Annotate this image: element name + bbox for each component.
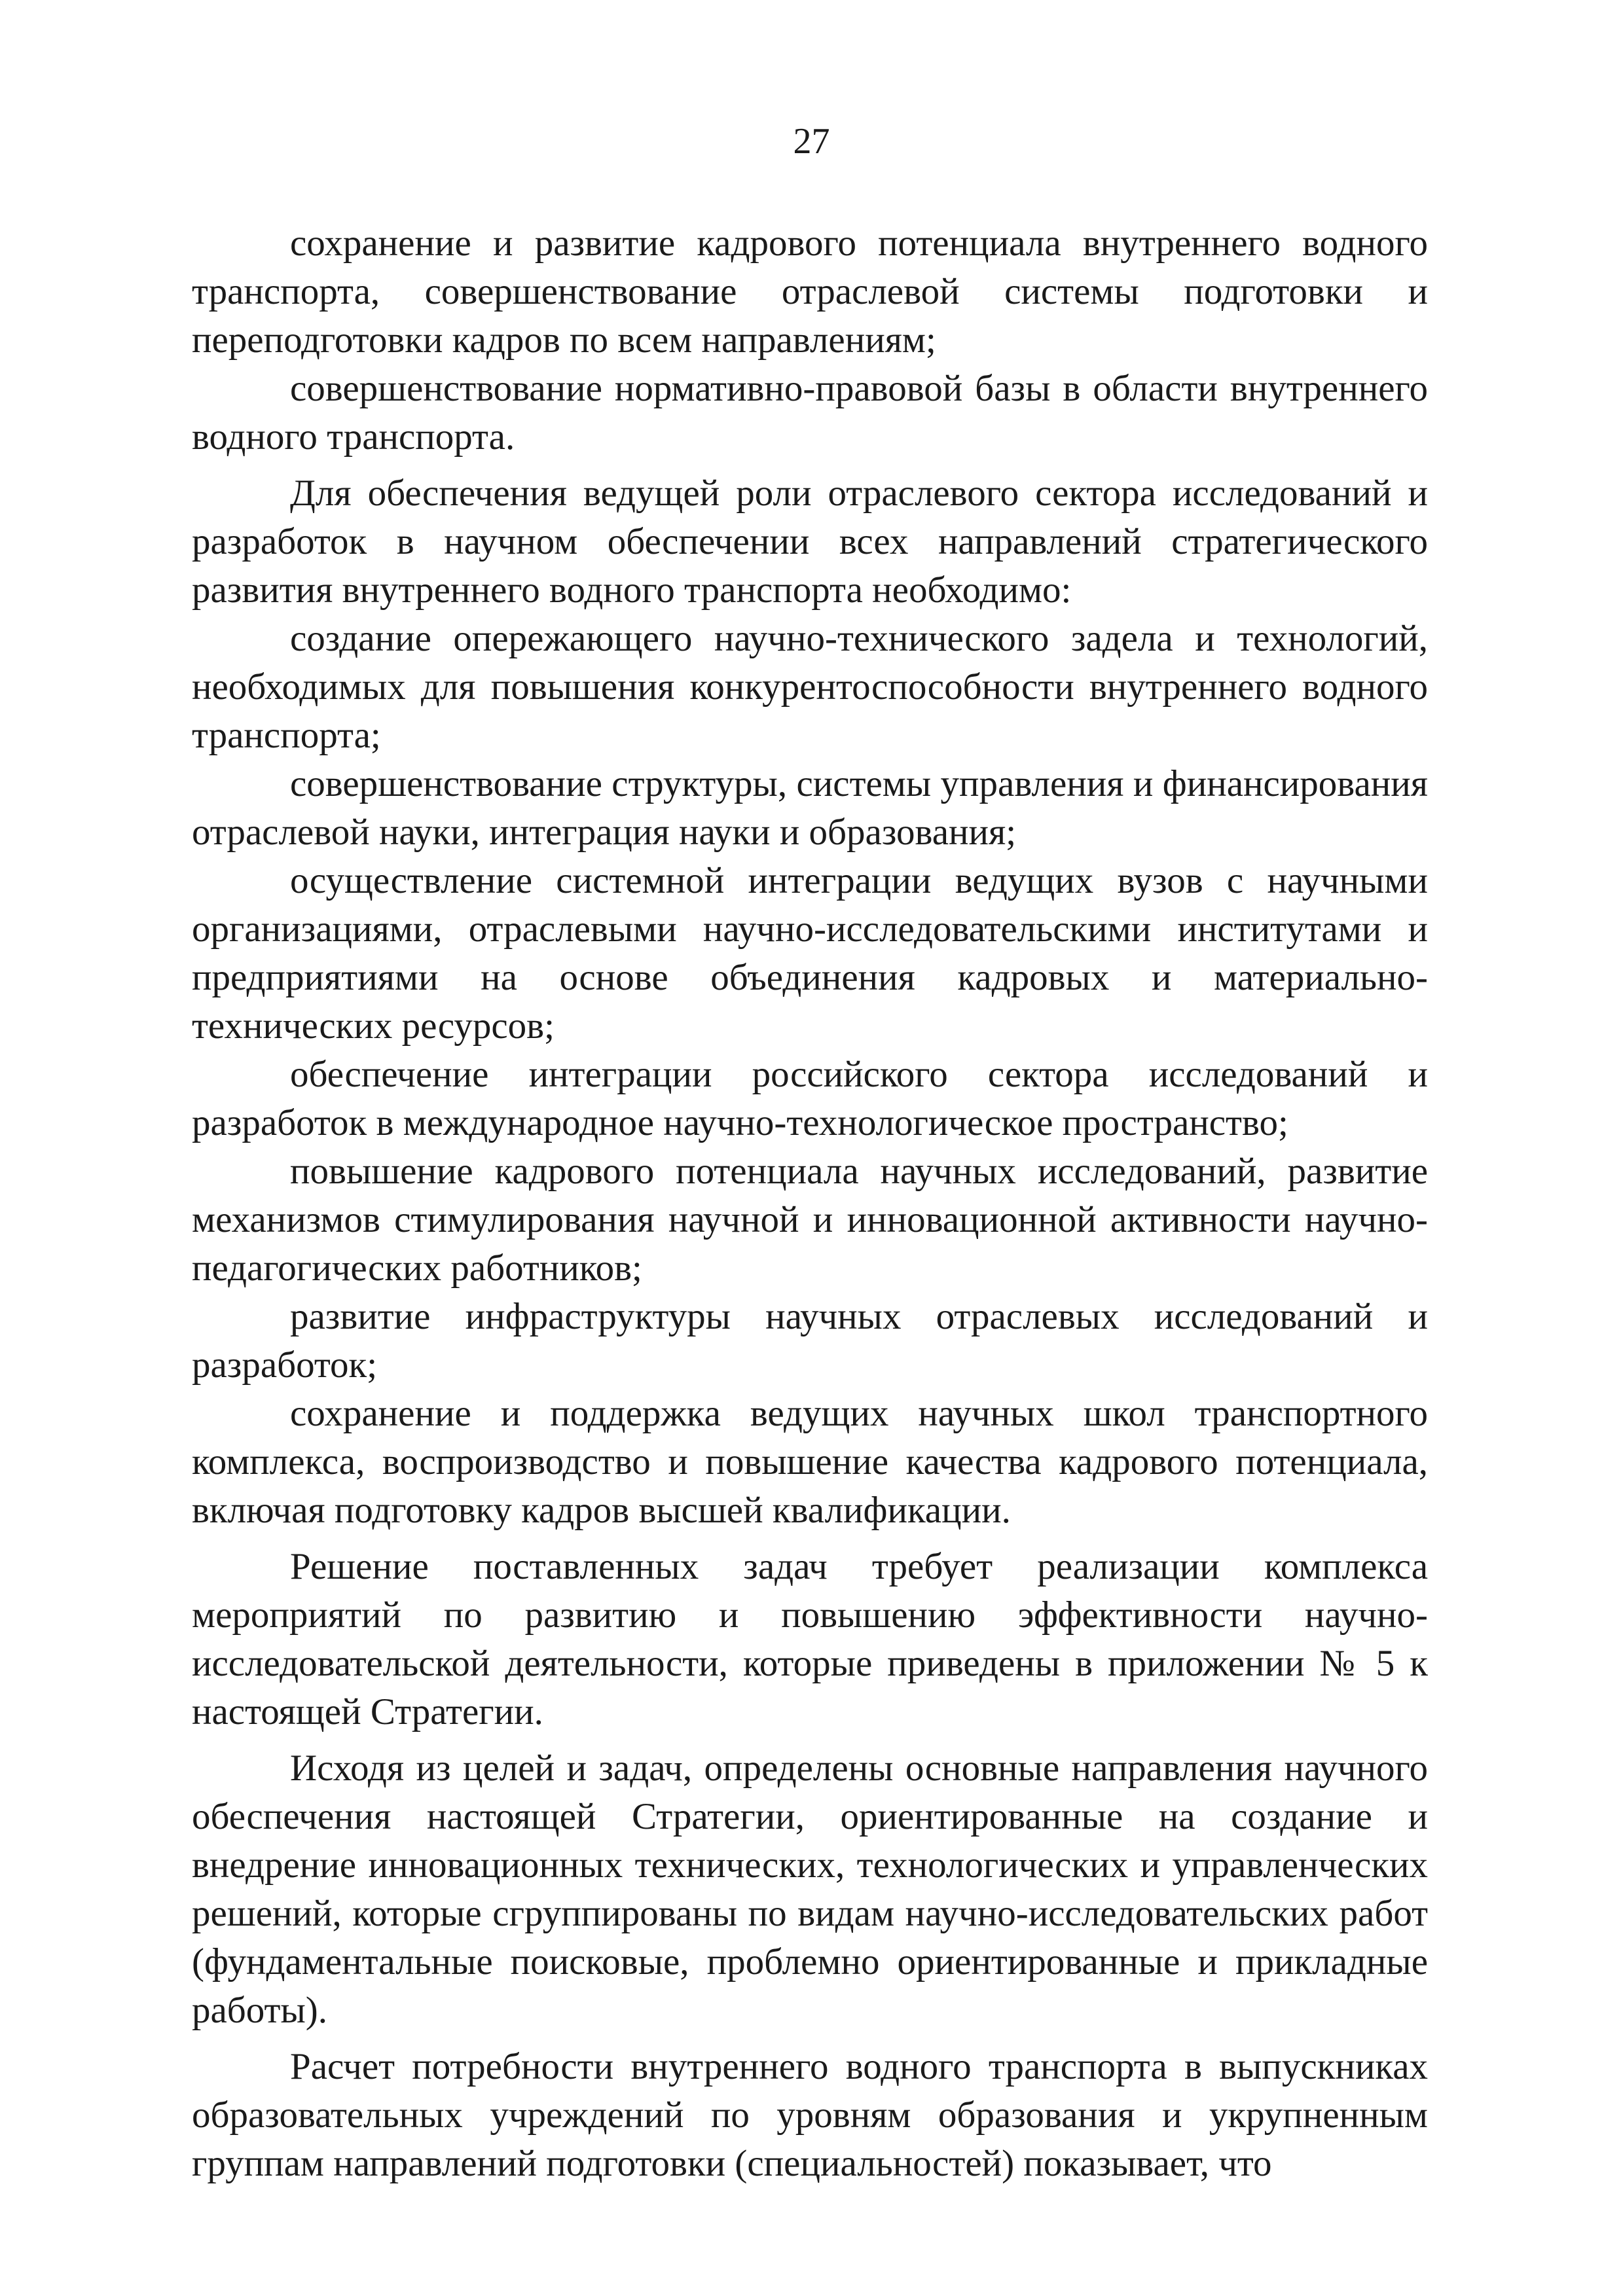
paragraph-10: сохранение и поддержка ведущих научных школ транспортного комплекса, воспроизводство и повышение качества кадрового потенциала, включая подготовку кадров высшей квалификации.: [192, 1393, 1428, 1531]
paragraph-3: Для обеспечения ведущей роли отраслевого сектора исследований и разработок в научном обеспечении всех направлений стратегического развития внутреннего водного транспорта необходимо:: [192, 473, 1428, 611]
paragraph-9: развитие инфраструктуры научных отраслевых исследований и разработок;: [192, 1296, 1428, 1386]
paragraph-12: Исходя из целей и задач, определены основные направления научного обеспечения настоящей Стратегии, ориентированные на создание и внедрение инновационных технических, технологических и управленческих решений, которые сгруппированы по видам научно-исследовательских работ (фундаментальные поисковые, проблемно ориентированные и прикладные работы).: [192, 1748, 1428, 2031]
paragraph-11: Решение поставленных задач требует реализации комплекса мероприятий по развитию и повышению эффективности научно-исследовательской деятельности, которые приведены в приложении № 5 к настоящей Стратегии.: [192, 1546, 1428, 1732]
paragraph-13: Расчет потребности внутреннего водного транспорта в выпускниках образовательных учреждений по уровням образования и укрупненным группам направлений подготовки (специальностей) показывает, что: [192, 2046, 1428, 2184]
paragraph-4: создание опережающего научно-технического задела и технологий, необходимых для повышения конкурентоспособности внутреннего водного транспорта;: [192, 618, 1428, 756]
page-number: 27: [793, 121, 830, 162]
paragraph-6: осуществление системной интеграции ведущих вузов с научными организациями, отраслевыми научно-исследовательскими институтами и предприятиями на основе объединения кадровых и материально-технических ресурсов;: [192, 860, 1428, 1047]
paragraph-5: совершенствование структуры, системы управления и финансирования отраслевой науки, интеграция науки и образования;: [192, 763, 1428, 853]
document-body: [192, 219, 1428, 2188]
paragraph-1: сохранение и развитие кадрового потенциала внутреннего водного транспорта, совершенствование отраслевой системы подготовки и переподготовки кадров по всем направлениям;: [192, 223, 1428, 361]
paragraph-7: обеспечение интеграции российского сектора исследований и разработок в международное научно-технологическое пространство;: [192, 1054, 1428, 1143]
paragraph-8: повышение кадрового потенциала научных исследований, развитие механизмов стимулирования научной и инновационной активности научно-педагогических работников;: [192, 1151, 1428, 1289]
paragraph-2: совершенствование нормативно-правовой базы в области внутреннего водного транспорта.: [192, 368, 1428, 457]
